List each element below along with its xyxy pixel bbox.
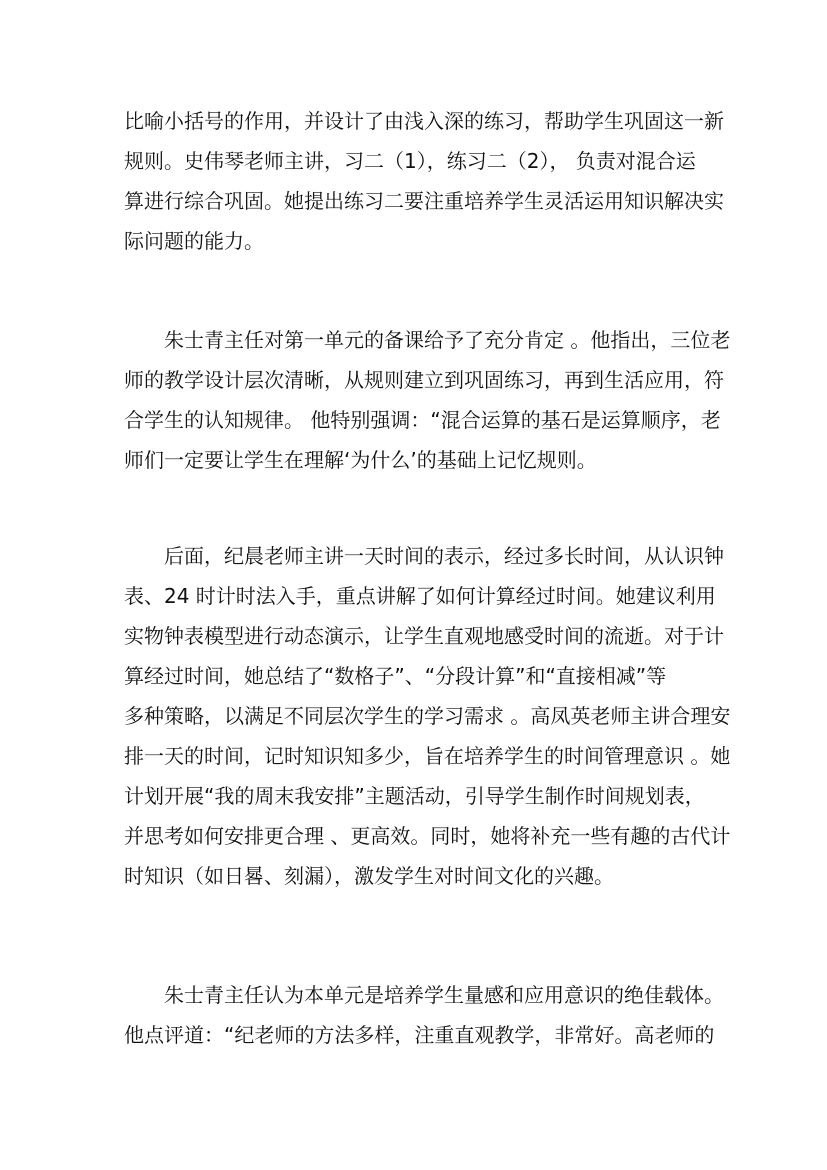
paragraph-line: 算进行综合巩固。她提出练习二要注重培养学生灵活运用知识解决实 <box>124 189 724 213</box>
paragraph-line: 朱士青主任认为本单元是培养学生量感和应用意识的绝佳载体。 <box>164 983 724 1007</box>
paragraph-line: 并思考如何安排更合理 、更高效。同时，她将补充一些有趣的古代计 <box>124 824 731 848</box>
paragraph-line: 排一天的时间，记时知识知多少，旨在培养学生的时间管理意识 。她 <box>124 744 731 768</box>
paragraph-line: 朱士青主任对第一单元的备课给予了充分肯定 。他指出，三位老 <box>164 328 731 352</box>
paragraph-4 <box>124 975 724 1055</box>
paragraph-line: 计划开展“我的周末我安排”主题活动，引导学生制作时间规划表， <box>124 784 705 808</box>
paragraph-line: 表、24 时计时法入手，重点讲解了如何计算经过时间。她建议利用 <box>124 584 716 608</box>
paragraph-line: 后面，纪晨老师主讲一天时间的表示，经过多长时间，从认识钟 <box>164 544 724 568</box>
paragraph-line: 实物钟表模型进行动态演示，让学生直观地感受时间的流逝。对于计 <box>124 624 724 648</box>
paragraph-line: 师们一定要让学生在理解‘为什么’的基础上记忆规则。 <box>124 448 597 472</box>
paragraph-1 <box>124 101 724 261</box>
paragraph-line: 时知识（如日晷、刻漏），激发学生对时间文化的兴趣。 <box>124 864 614 888</box>
paragraph-line: 他点评道：“纪老师的方法多样，注重直观教学，非常好。高老师的 <box>124 1023 715 1047</box>
paragraph-2 <box>124 320 731 480</box>
paragraph-3 <box>124 536 731 896</box>
paragraph-line: 算经过时间，她总结了“数格子”、“分段计算”和“直接相减”等 <box>124 664 667 688</box>
paragraph-line: 合学生的认知规律。 他特别强调：“混合运算的基石是运算顺序，老 <box>124 408 721 432</box>
paragraph-line: 多种策略，以满足不同层次学生的学习需求 。高凤英老师主讲合理安 <box>124 704 731 728</box>
paragraph-line: 比喻小括号的作用，并设计了由浅入深的练习，帮助学生巩固这一新 <box>124 109 724 133</box>
paragraph-line: 际问题的能力。 <box>124 229 264 253</box>
paragraph-line: 师的教学设计层次清晰，从规则建立到巩固练习，再到生活应用，符 <box>124 368 724 392</box>
paragraph-line: 规则。史伟琴老师主讲，习二（1），练习二（2）， 负责对混合运 <box>124 149 696 173</box>
